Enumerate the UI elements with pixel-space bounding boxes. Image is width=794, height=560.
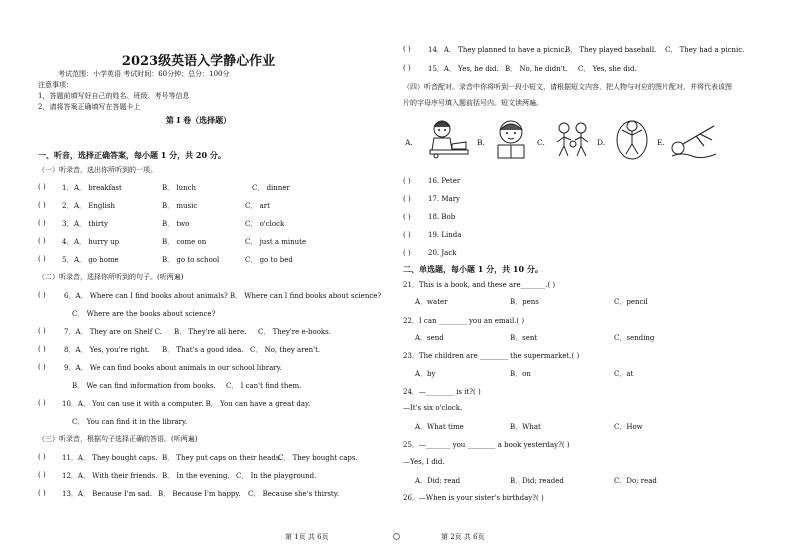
option-a: 13．A． Because I'm sad. <box>62 490 153 498</box>
option-a[interactable]: A．by <box>415 370 436 378</box>
picture-label-c: C. <box>537 138 545 147</box>
option-b: B． come on <box>162 238 207 246</box>
question-22-stem: 22．I can ________ you an email.( ) <box>403 317 525 325</box>
question-number: 1． <box>62 184 74 192</box>
question-10-line2: C． You can find it in the library. <box>72 418 188 426</box>
option-b: B． In the evening. <box>162 472 230 480</box>
sub-section-2: （二）听录音，选择你所听到的句子。(听两遍) <box>38 273 184 281</box>
option-c: C． They bought caps. <box>278 454 358 462</box>
option-c: C． dinner <box>252 184 290 192</box>
option-c: C． just a minute <box>245 238 307 246</box>
option-c: C． Yes, she did. <box>578 65 637 73</box>
page-title: 2023级英语入学静心作业 <box>121 54 276 69</box>
answer-blank[interactable]: ( ) <box>38 327 46 335</box>
answer-blank[interactable]: ( ) <box>38 363 46 371</box>
question-26-stem: 26．—When is your sister's birthday?( ) <box>403 494 544 502</box>
answer-blank[interactable]: ( ) <box>403 195 411 203</box>
answer-blank[interactable]: ( ) <box>38 471 46 479</box>
option-c: C． art <box>245 202 270 210</box>
note-item: 1，答题前填写好自己的姓名、班级、考号等信息 <box>38 92 190 100</box>
binding-hole-icon <box>393 533 400 540</box>
answer-blank[interactable]: ( ) <box>38 183 46 191</box>
part1-heading: 一、听音，选择正确答案，每小题 1 分，共 20 分。 <box>38 150 226 160</box>
question-9-line1: 9．A． We can find books about animals in our school library. <box>64 364 282 372</box>
option-a[interactable]: A．Did; read <box>415 477 461 485</box>
answer-blank[interactable]: ( ) <box>38 219 46 227</box>
question-10-line1: 10．A． You can use it with a computer. B． You can have a great day. <box>62 400 311 408</box>
option-a: 15．A． Yes, he did. <box>428 65 499 73</box>
option-c: C． No, they aren't. <box>250 346 321 354</box>
option-b: B． They played baseball. <box>565 46 657 54</box>
option-c: C． o'clock <box>245 220 285 228</box>
question-6-line2: C． Where are the books about science? <box>72 310 216 318</box>
option-b: B． Because I'm happy. <box>158 490 241 498</box>
question-23-stem: 23．The children are ________ the supermarket.( ) <box>403 352 580 360</box>
answer-blank[interactable]: ( ) <box>403 64 411 72</box>
option-c[interactable]: C．at <box>614 370 634 378</box>
option-c[interactable]: C．sending <box>614 334 655 342</box>
answer-blank[interactable]: ( ) <box>38 291 46 299</box>
option-b[interactable]: B．on <box>510 370 531 378</box>
option-a: A． breakfast <box>74 184 122 192</box>
sub-section-3: （三）听录音，根据句子选择正确的答语。(听两遍) <box>38 435 198 443</box>
sub-section-1: （一）听录音，选出你所听到的一项。 <box>38 166 157 174</box>
option-a: A． go home <box>74 256 119 264</box>
option-c: C． In the playground. <box>236 472 317 480</box>
volume-title: 第 I 卷（选择题） <box>165 115 232 125</box>
option-c: C． go to bed <box>245 256 293 264</box>
page-footer: 第 1页 共 6页 <box>285 533 329 541</box>
note-item: 2，请将答案正确填写在答题卡上 <box>38 103 141 111</box>
option-a: 7．A． They are on Shelf C. <box>64 328 162 336</box>
answer-blank[interactable]: ( ) <box>38 345 46 353</box>
match-item: 19. Linda <box>428 231 462 239</box>
girl-reading-picture-icon <box>422 118 472 160</box>
boy-reading-picture-icon <box>490 118 532 160</box>
answer-blank[interactable]: ( ) <box>403 231 411 239</box>
option-c: C． Because she's thirsty. <box>248 490 339 498</box>
match-item: 20. Jack <box>428 249 457 257</box>
question-number: 4． <box>62 238 74 246</box>
option-b: B． We can find information from books. <box>72 382 216 390</box>
option-b: B． go to school <box>162 256 220 264</box>
option-a[interactable]: A．send <box>415 334 444 342</box>
answer-blank[interactable]: ( ) <box>403 177 411 185</box>
option-a: 12．A． With their friends. <box>62 472 158 480</box>
option-c: C． They had a picnic. <box>665 46 745 54</box>
option-c[interactable]: C．pencil <box>614 298 648 306</box>
option-b: B． music <box>162 202 198 210</box>
option-b: B． They're all here. <box>174 328 247 336</box>
option-b: B． No, he didn't. <box>505 65 568 73</box>
option-c[interactable]: C．How <box>614 423 643 431</box>
answer-blank[interactable]: ( ) <box>38 489 46 497</box>
answer-blank[interactable]: ( ) <box>38 453 46 461</box>
page-footer: 第 2页 共 6页 <box>441 533 485 541</box>
answer-blank[interactable]: ( ) <box>403 249 411 257</box>
option-b: B． That's a good idea. <box>162 346 244 354</box>
picture-label-b: B. <box>477 138 485 147</box>
sub-section-4-line1: （四）听音配对。录音中你将听到一段小短文，请根据短文内容，把人物与对应的图片配对，并将代表该图 <box>403 83 732 91</box>
option-a: A． English <box>74 202 115 210</box>
option-a: A． thirty <box>74 220 108 228</box>
exam-scope-line: 考试范围：小学英语 考试时间：60分钟；总分：100分 <box>58 70 230 78</box>
question-number: 3． <box>62 220 74 228</box>
option-c[interactable]: C．Do; read <box>614 477 657 485</box>
girl-jumping-rope-picture-icon <box>614 116 650 160</box>
option-a: 8．A． Yes, you're right. <box>64 346 150 354</box>
question-6-line1: 6．A． Where can I find books about animals? B． Where can I find books about science? <box>64 292 382 300</box>
notes-heading: 注意事项： <box>38 81 73 89</box>
option-a: 14．A． They planned to have a picnic. <box>428 46 567 54</box>
kids-playing-picture-icon <box>553 120 593 160</box>
match-item: 17. Mary <box>428 195 460 203</box>
option-b[interactable]: B．pens <box>510 298 539 306</box>
option-c: C． I can't find them. <box>226 382 302 390</box>
option-b: B． lunch <box>162 184 197 192</box>
answer-blank[interactable]: ( ) <box>403 213 411 221</box>
option-b[interactable]: B．What <box>510 423 541 431</box>
option-a: A． hurry up <box>74 238 120 246</box>
boy-diving-picture-icon <box>668 122 720 160</box>
option-b[interactable]: B．Did; readed <box>510 477 564 485</box>
sub-section-4-line2: 片的字母序号填入题前括号内。短文读两遍。 <box>403 99 543 107</box>
answer-blank[interactable]: ( ) <box>403 45 411 53</box>
picture-label-e: E. <box>657 138 665 147</box>
part2-heading: 二、单选题，每小题 1 分，共 10 分。 <box>403 264 543 274</box>
question-24-line2: —It's six o'clock. <box>403 404 463 412</box>
question-25-stem: 25．—_______ you ________ a book yesterday?( ) <box>403 441 570 449</box>
picture-label-d: D. <box>597 138 606 147</box>
option-c: C． They're e-books. <box>258 328 331 336</box>
question-number: 2． <box>62 202 74 210</box>
option-b: B． They put caps on their heads. <box>162 454 282 462</box>
answer-blank[interactable]: ( ) <box>38 201 46 209</box>
option-a[interactable]: A．water <box>415 298 448 306</box>
question-number: 5． <box>62 256 74 264</box>
option-a: 11．A． They bought caps. <box>62 454 158 462</box>
question-25-line2: —Yes, I did. <box>403 458 445 466</box>
picture-label-a: A. <box>405 138 413 147</box>
match-item: 16. Peter <box>428 177 461 185</box>
question-21-stem: 21．This is a book, and these are_______.( ) <box>403 281 556 289</box>
option-a[interactable]: A．What time <box>415 423 464 431</box>
option-b[interactable]: B．sent <box>510 334 538 342</box>
option-b: B． two <box>162 220 190 228</box>
answer-blank[interactable]: ( ) <box>38 255 46 263</box>
question-24-stem: 24．—________ is it?( ) <box>403 388 481 396</box>
answer-blank[interactable]: ( ) <box>38 237 46 245</box>
answer-blank[interactable]: ( ) <box>38 399 46 407</box>
match-item: 18. Bob <box>428 213 456 221</box>
